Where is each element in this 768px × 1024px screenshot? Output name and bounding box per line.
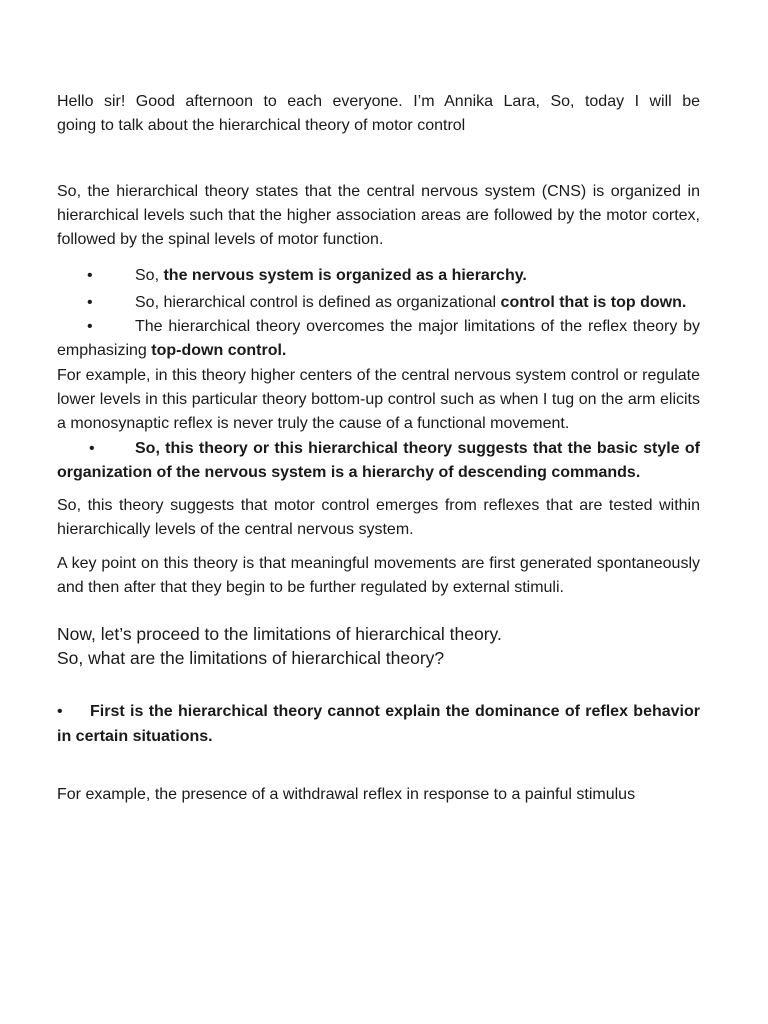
hierarchical-theory-paragraph: So, the hierarchical theory states that the central nervous system (CNS) is organized in hierarchical levels such that the higher association areas are followed by the motor cortex, followed by the spinal levels of motor function. [57,182,700,249]
bullet-marker: • [87,293,93,311]
intro-paragraph [57,90,700,139]
bullet-marker: • [87,267,93,285]
bullet-bold-text: the nervous system is organized as a hierarchy. [163,267,527,285]
limitation-bullet [57,700,700,749]
bullet-marker: • [89,439,95,457]
proceed-line-2: So, what are the limitations of hierarchical theory? [57,648,445,669]
example-paragraph: For example, in this theory higher centers of the central nervous system control or regulate lower levels in this particular theory bottom-up control such as when I tug on the arm elicits a monosynaptic reflex is never truly the cause of a functional movement. [57,366,700,433]
proceed-paragraph [57,622,700,670]
bullet-text: So, hierarchical control is defined as organizational [135,293,501,311]
intro-line-1: Hello sir! Good afternoon to each everyone. I’m Annika Lara, So, today I will be [57,93,700,110]
suggests-paragraph: So, this theory suggests that motor control emerges from reflexes that are tested within hierarchically levels of the central nervous system. [57,497,700,539]
bullet-text: So, [135,267,164,285]
bullet-item-3 [57,315,700,364]
key-point-paragraph: A key point on this theory is that meaningful movements are first generated spontaneously and then after that they begin to be further regulated by external stimuli. [57,554,700,597]
bullet-item-2 [57,291,700,315]
bullet-bold-text: control that is top down. [500,293,687,311]
bullet-bold-text: First is the hierarchical theory cannot explain the dominance of reflex behavior in certain situations. [57,703,700,745]
bullet-item-1 [57,264,700,288]
bullet-marker: • [57,703,63,721]
bullet-bold-text: top-down control. [151,342,287,360]
bullet-text: The hierarchical theory overcomes the major limitations of the reflex theory by emphasizing [57,318,700,360]
bullet-marker: • [87,318,93,336]
final-example-paragraph: For example, the presence of a withdrawal reflex in response to a painful stimulus [57,785,636,803]
bullet-bold-text: So, this theory or this hierarchical theory suggests that the basic style of organization of the nervous system is a hierarchy of descending commands. [57,439,700,481]
intro-line-2: going to talk about the hierarchical theory of motor control [57,117,466,135]
proceed-line-1: Now, let’s proceed to the limitations of hierarchical theory. [57,624,502,645]
document-page [57,90,700,807]
bullet-item-bold [57,437,700,486]
